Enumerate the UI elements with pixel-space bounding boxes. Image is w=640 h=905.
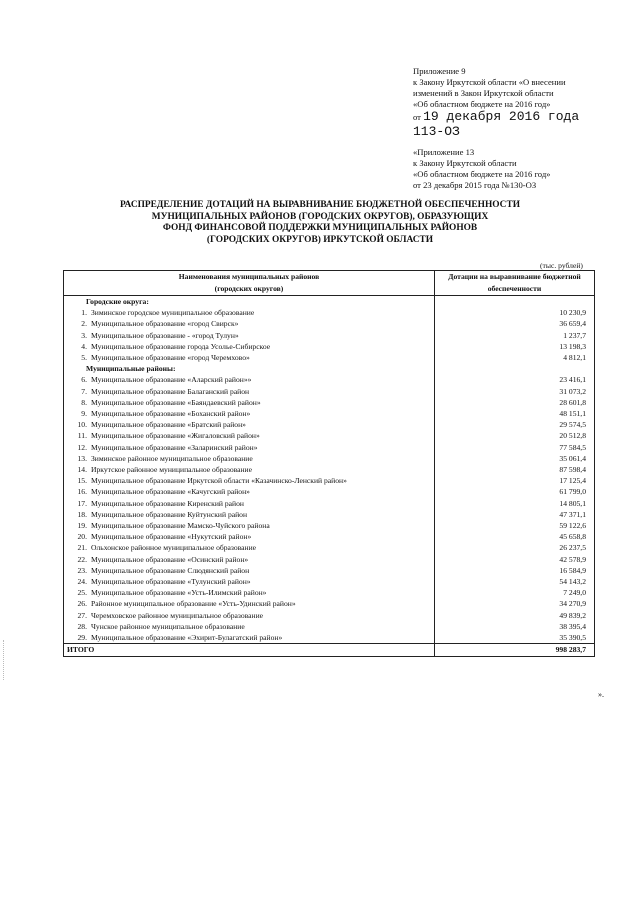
table-row — [64, 442, 595, 453]
subsidy-value: 31 073,2 — [435, 386, 595, 397]
municipality-name: Муниципальное образование Иркутской области «Казачинско-Ленский район» — [91, 476, 347, 486]
municipality-name: Муниципальное образование «Качугский район» — [91, 487, 250, 497]
subsidy-value: 20 512,8 — [435, 430, 595, 441]
municipality-name: Муниципальное образование «Жигаловский район» — [91, 431, 260, 441]
subsidy-value: 16 584,9 — [435, 565, 595, 576]
subsidy-value: 61 799,0 — [435, 486, 595, 497]
municipality-name: Муниципальное образование Балаганский район — [91, 386, 250, 396]
table-row — [64, 307, 595, 318]
municipality-cell — [64, 498, 435, 509]
municipality-name: Зиминское районное муниципальное образование — [91, 453, 253, 463]
municipality-cell — [64, 341, 435, 352]
row-number: 29. — [77, 633, 87, 643]
municipality-name: Муниципальное образование Мамско-Чуйского района — [91, 521, 270, 531]
subsidy-value: 38 395,4 — [435, 621, 595, 632]
municipality-name: Муниципальное образование «Баяндаевский район» — [91, 397, 261, 407]
table-row — [64, 419, 595, 430]
annex-line: от 23 декабря 2015 года №130-ОЗ — [413, 180, 537, 190]
table-row — [64, 318, 595, 329]
municipality-name: Муниципальное образование «Братский район» — [91, 420, 246, 430]
annex-header — [413, 147, 550, 191]
document-title — [80, 200, 560, 246]
municipality-cell — [64, 520, 435, 531]
subsidy-value: 45 658,8 — [435, 531, 595, 542]
subsidy-value: 35 390,5 — [435, 632, 595, 644]
total-value: 998 283,7 — [435, 644, 595, 656]
municipality-cell — [64, 307, 435, 318]
row-number: 4. — [81, 341, 87, 351]
subsidy-table — [63, 270, 595, 657]
title-line: (ГОРОДСКИХ ОКРУГОВ) ИРКУТСКОЙ ОБЛАСТИ — [206, 234, 434, 245]
row-number: 28. — [77, 621, 87, 631]
law-date: 19 декабря 2016 года — [423, 109, 580, 124]
municipality-cell — [64, 453, 435, 464]
table-row — [64, 374, 595, 385]
municipality-cell — [64, 587, 435, 598]
municipality-cell — [64, 408, 435, 419]
table-row — [64, 576, 595, 587]
row-number: 8. — [81, 397, 87, 407]
municipality-cell — [64, 598, 435, 609]
table-body — [64, 296, 595, 644]
row-number: 23. — [77, 565, 87, 575]
row-number: 16. — [77, 487, 87, 497]
date-prefix: от — [413, 112, 421, 122]
municipality-cell — [64, 621, 435, 632]
title-line: РАСПРЕДЕЛЕНИЕ ДОТАЦИЙ НА ВЫРАВНИВАНИЕ БЮДЖЕТНОЙ ОБЕСПЕЧЕННОСТИ — [120, 200, 520, 210]
row-number: 6. — [81, 375, 87, 385]
header-line: изменений в Закон Иркутской области — [413, 88, 554, 98]
subsidy-value: 42 578,9 — [435, 554, 595, 565]
row-number: 13. — [77, 453, 87, 463]
subsidy-value: 17 125,4 — [435, 475, 595, 486]
annex-line: «Об областном бюджете на 2016 год» — [413, 169, 551, 179]
row-number: 3. — [81, 330, 87, 340]
subsidy-value: 23 416,1 — [435, 374, 595, 385]
subsidy-value: 54 143,2 — [435, 576, 595, 587]
header-line: Приложение 9 — [413, 66, 466, 76]
subsidy-value: 87 598,4 — [435, 464, 595, 475]
municipality-cell — [64, 531, 435, 542]
row-number: 21. — [77, 543, 87, 553]
row-number: 12. — [77, 442, 87, 452]
column-header-value-cont: обеспеченности — [435, 283, 595, 296]
title-line: МУНИЦИПАЛЬНЫХ РАЙОНОВ (ГОРОДСКИХ ОКРУГОВ), ОБРАЗУЮЩИХ — [151, 211, 489, 222]
closing-quote-mark: ». — [598, 690, 604, 699]
appendix-header — [413, 66, 579, 139]
table-row — [64, 330, 595, 341]
municipality-cell — [64, 610, 435, 621]
table-row — [64, 587, 595, 598]
subsidy-value: 77 584,5 — [435, 442, 595, 453]
municipality-name: Муниципальное образование Слюдянский район — [91, 565, 250, 575]
subsidy-value: 4 812,1 — [435, 352, 595, 363]
municipality-cell — [64, 464, 435, 475]
section-label: Муниципальные районы: — [64, 363, 435, 374]
municipality-cell — [64, 486, 435, 497]
header-line: «Об областном бюджете на 2016 год» — [413, 99, 551, 109]
municipality-name: Муниципальное образование - «город Тулун» — [91, 330, 239, 340]
table-row — [64, 341, 595, 352]
row-number: 19. — [77, 521, 87, 531]
subsidy-value: 48 151,1 — [435, 408, 595, 419]
subsidy-value: 47 371,1 — [435, 509, 595, 520]
municipality-cell — [64, 632, 435, 644]
municipality-name: Муниципальное образование «Усть-Илимский район» — [91, 588, 267, 598]
section-row — [64, 296, 595, 308]
law-date-line — [413, 110, 579, 124]
municipality-cell — [64, 430, 435, 441]
municipality-name: Иркутское районное муниципальное образование — [91, 465, 252, 475]
table-row — [64, 430, 595, 441]
law-number: 113-ОЗ — [413, 124, 460, 139]
municipality-cell — [64, 318, 435, 329]
row-number: 18. — [77, 509, 87, 519]
municipality-name: Муниципальное образование «Аларский район»» — [91, 375, 252, 385]
section-value-cell — [435, 363, 595, 374]
subsidy-value: 7 249,0 — [435, 587, 595, 598]
section-label: Городские округа: — [64, 296, 435, 308]
subsidy-value: 35 061,4 — [435, 453, 595, 464]
row-number: 10. — [77, 420, 87, 430]
municipality-name: Ольхонское районное муниципальное образование — [91, 543, 257, 553]
table-row — [64, 352, 595, 363]
subsidy-value: 26 237,5 — [435, 542, 595, 553]
table-row — [64, 621, 595, 632]
municipality-name: Муниципальное образование «Боханский район» — [91, 409, 251, 419]
municipality-name: Районное муниципальное образование «Усть-Удинский район» — [91, 599, 296, 609]
municipality-name: Муниципальное образование «Тулунский район» — [91, 577, 251, 587]
table-row — [64, 542, 595, 553]
row-number: 25. — [77, 588, 87, 598]
subsidy-value: 1 237,7 — [435, 330, 595, 341]
subsidy-value: 10 230,9 — [435, 307, 595, 318]
title-line: ФОНД ФИНАНСОВОЙ ПОДДЕРЖКИ МУНИЦИПАЛЬНЫХ РАЙОНОВ — [162, 223, 478, 234]
row-number: 17. — [77, 498, 87, 508]
municipality-name: Чунское районное муниципальное образование — [91, 621, 245, 631]
municipality-cell — [64, 475, 435, 486]
municipality-cell — [64, 565, 435, 576]
row-number: 1. — [81, 308, 87, 318]
municipality-cell — [64, 542, 435, 553]
table-row — [64, 475, 595, 486]
municipality-cell — [64, 374, 435, 385]
municipality-name: Муниципальное образование «Эхирит-Булагатский район» — [91, 633, 283, 643]
municipality-name: Зиминское городское муниципальное образование — [91, 308, 255, 318]
row-number: 15. — [77, 476, 87, 486]
row-number: 22. — [77, 554, 87, 564]
unit-label: (тыс. рублей) — [540, 261, 583, 270]
row-number: 14. — [77, 465, 87, 475]
table-row — [64, 565, 595, 576]
column-header-name: Наименования муниципальных районов — [64, 271, 435, 284]
municipality-name: Муниципальное образование «Нукутский район» — [91, 532, 252, 542]
municipality-cell — [64, 554, 435, 565]
row-number: 11. — [77, 431, 87, 441]
table-row — [64, 598, 595, 609]
row-number: 7. — [81, 386, 87, 396]
section-row — [64, 363, 595, 374]
table-row — [64, 554, 595, 565]
header-line: к Закону Иркутской области «О внесении — [413, 77, 566, 87]
row-number: 9. — [81, 409, 87, 419]
total-label: ИТОГО — [64, 644, 435, 656]
subsidy-value: 36 659,4 — [435, 318, 595, 329]
subsidy-value: 49 839,2 — [435, 610, 595, 621]
municipality-name: Муниципальное образование «Осинский район» — [91, 554, 249, 564]
scan-edge-mark — [3, 640, 5, 680]
subsidy-value: 14 805,1 — [435, 498, 595, 509]
municipality-cell — [64, 442, 435, 453]
municipality-cell — [64, 509, 435, 520]
total-row — [64, 644, 595, 656]
table-row — [64, 610, 595, 621]
municipality-cell — [64, 576, 435, 587]
table-row — [64, 498, 595, 509]
table-row — [64, 520, 595, 531]
table-row — [64, 486, 595, 497]
municipality-name: Муниципальное образование города Усолье-Сибирское — [91, 341, 271, 351]
row-number: 24. — [77, 577, 87, 587]
municipality-cell — [64, 419, 435, 430]
row-number: 27. — [77, 610, 87, 620]
subsidy-value: 29 574,5 — [435, 419, 595, 430]
annex-line: к Закону Иркутской области — [413, 158, 517, 168]
table-row — [64, 509, 595, 520]
table-row — [64, 408, 595, 419]
annex-line: «Приложение 13 — [413, 147, 475, 157]
municipality-name: Муниципальное образование «Заларинский район» — [91, 442, 258, 452]
section-value-cell — [435, 296, 595, 308]
municipality-cell — [64, 397, 435, 408]
row-number: 2. — [81, 319, 87, 329]
column-header-name-cont: (городских округов) — [64, 283, 435, 296]
municipality-cell — [64, 352, 435, 363]
subsidy-value: 13 198,3 — [435, 341, 595, 352]
table-row — [64, 397, 595, 408]
subsidy-value: 59 122,6 — [435, 520, 595, 531]
municipality-name: Муниципальное образование «город Черемхово» — [91, 353, 250, 363]
table-row — [64, 453, 595, 464]
table-row — [64, 386, 595, 397]
table-row — [64, 464, 595, 475]
municipality-cell — [64, 386, 435, 397]
municipality-name: Муниципальное образование Киренский район — [91, 498, 244, 508]
row-number: 5. — [81, 353, 87, 363]
row-number: 20. — [77, 532, 87, 542]
subsidy-value: 28 601,8 — [435, 397, 595, 408]
table-row — [64, 531, 595, 542]
municipality-cell — [64, 330, 435, 341]
subsidy-value: 34 270,9 — [435, 598, 595, 609]
row-number: 26. — [77, 599, 87, 609]
municipality-name: Муниципальное образование «город Свирск» — [91, 319, 239, 329]
municipality-name: Муниципальное образование Куйтунский район — [91, 509, 248, 519]
column-header-value: Дотации на выравнивание бюджетной — [435, 271, 595, 284]
municipality-name: Черемховское районное муниципальное образование — [91, 610, 264, 620]
table-row — [64, 632, 595, 644]
